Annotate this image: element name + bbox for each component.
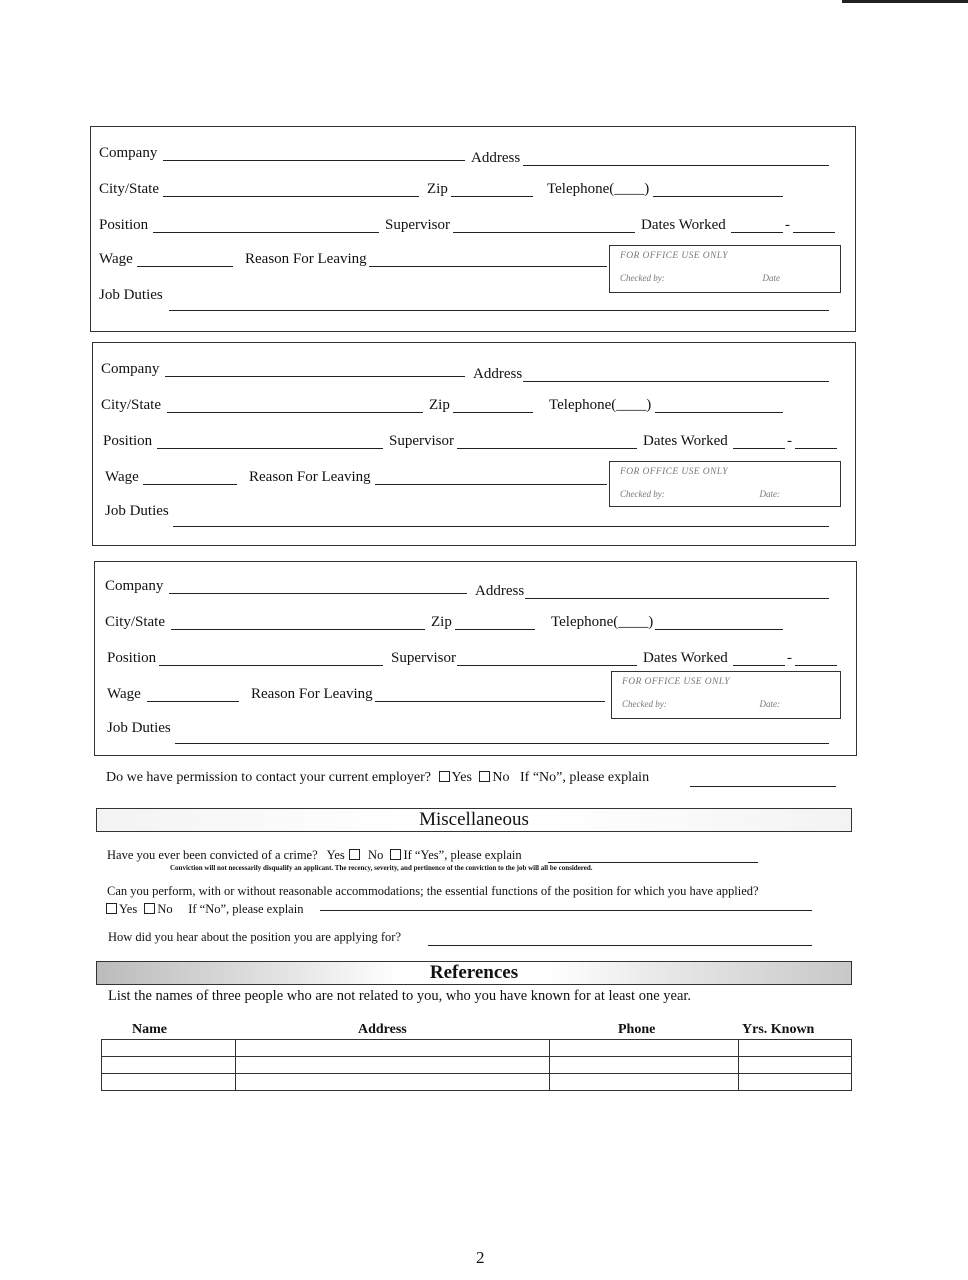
address-label: Address <box>475 583 525 599</box>
dates-from-field[interactable] <box>733 665 785 666</box>
supervisor-label: Supervisor <box>389 433 454 449</box>
perform-answer-row <box>106 902 303 917</box>
ref-col-yrs-known: Yrs. Known <box>742 1022 815 1037</box>
ref-name-cell[interactable] <box>102 1057 236 1074</box>
position-label: Position <box>99 217 149 233</box>
ref-yrs-cell[interactable] <box>739 1040 852 1057</box>
perform-explain-label: If “No”, please explain <box>188 902 304 916</box>
conviction-note: Conviction will not necessarily disqualify an applicant. The recency, severity, and pertinence of the conviction to the job will all be considered. <box>170 864 593 872</box>
references-title: References <box>429 962 519 983</box>
dates-worked-label: Dates Worked <box>641 217 726 233</box>
office-date-label: Date: <box>759 699 780 709</box>
office-checked-label: Checked by: <box>622 699 667 709</box>
crime-explain-field[interactable] <box>548 862 758 863</box>
reason-field[interactable] <box>369 266 607 267</box>
job-duties-field[interactable] <box>175 743 829 744</box>
page-number: 2 <box>476 1248 485 1267</box>
crime-yes-label: Yes <box>326 848 345 862</box>
address-field[interactable] <box>525 598 829 599</box>
company-label: Company <box>99 145 158 161</box>
address-label: Address <box>471 150 521 166</box>
supervisor-field[interactable] <box>457 665 637 666</box>
wage-label: Wage <box>107 686 141 702</box>
hear-answer-field[interactable] <box>428 945 812 946</box>
references-instructions: List the names of three people who are not related to you, who you have known for at least one year. <box>108 988 692 1004</box>
company-label: Company <box>101 361 160 377</box>
crime-question: Have you ever been convicted of a crime? <box>107 848 318 862</box>
permission-yes-checkbox[interactable] <box>439 771 450 782</box>
crime-question-row <box>107 848 522 863</box>
zip-label: Zip <box>427 181 448 197</box>
permission-question-row <box>106 770 649 786</box>
job-duties-field[interactable] <box>169 310 829 311</box>
dates-worked-label: Dates Worked <box>643 433 728 449</box>
perform-question: Can you perform, with or without reasonable accommodations; the essential functions of the position for which you have applied? <box>107 884 759 898</box>
dates-worked-label: Dates Worked <box>643 650 728 666</box>
company-field[interactable] <box>165 376 465 377</box>
company-label: Company <box>105 578 164 594</box>
misc-title: Miscellaneous <box>419 809 529 830</box>
ref-name-cell[interactable] <box>102 1040 236 1057</box>
perform-yes-checkbox[interactable] <box>106 903 117 914</box>
wage-label: Wage <box>105 469 139 485</box>
job-duties-label: Job Duties <box>105 503 169 519</box>
employment-block-1 <box>90 126 856 332</box>
table-row <box>102 1074 852 1091</box>
supervisor-label: Supervisor <box>385 217 450 233</box>
city-state-label: City/State <box>99 181 159 197</box>
reason-label: Reason For Leaving <box>251 686 373 702</box>
table-row <box>102 1040 852 1057</box>
ref-col-address: Address <box>358 1022 407 1037</box>
city-state-field[interactable] <box>163 196 419 197</box>
reason-label: Reason For Leaving <box>249 469 371 485</box>
dates-to-field[interactable] <box>795 448 837 449</box>
company-field[interactable] <box>163 160 465 161</box>
job-duties-label: Job Duties <box>99 287 163 303</box>
office-checked-label: Checked by: <box>620 273 665 283</box>
office-use-title: FOR OFFICE USE ONLY <box>622 677 730 687</box>
crime-no-label: No <box>368 848 384 862</box>
dates-dash: - <box>787 650 792 666</box>
dates-to-field[interactable] <box>795 665 837 666</box>
ref-name-cell[interactable] <box>102 1074 236 1091</box>
dates-dash: - <box>785 217 790 233</box>
zip-field[interactable] <box>451 196 533 197</box>
wage-field[interactable] <box>143 484 237 485</box>
ref-address-cell[interactable] <box>236 1074 550 1091</box>
job-duties-field[interactable] <box>173 526 829 527</box>
address-field[interactable] <box>523 165 829 166</box>
reason-label: Reason For Leaving <box>245 251 367 267</box>
address-label: Address <box>473 366 523 382</box>
permission-explain-field[interactable] <box>690 786 836 787</box>
permission-no-checkbox[interactable] <box>479 771 490 782</box>
permission-explain-label: If “No”, please explain <box>520 770 650 785</box>
ref-phone-cell[interactable] <box>550 1074 739 1091</box>
city-state-field[interactable] <box>171 629 425 630</box>
office-checked-label: Checked by: <box>620 489 665 499</box>
crime-no-checkbox[interactable] <box>390 849 401 860</box>
crime-explain-label: If “Yes”, please explain <box>403 848 522 862</box>
zip-label: Zip <box>431 614 452 630</box>
ref-col-phone: Phone <box>618 1022 656 1037</box>
misc-section-header <box>96 808 852 832</box>
perform-no-label: No <box>157 902 173 916</box>
telephone-field[interactable] <box>655 629 783 630</box>
wage-field[interactable] <box>147 701 239 702</box>
position-label: Position <box>107 650 157 666</box>
ref-phone-cell[interactable] <box>550 1040 739 1057</box>
office-date-label: Date <box>762 273 780 283</box>
position-field[interactable] <box>153 232 379 233</box>
permission-yes-label: Yes <box>451 770 472 785</box>
perform-explain-field[interactable] <box>320 910 812 911</box>
hear-question: How did you hear about the position you are applying for? <box>108 930 401 944</box>
office-use-box <box>611 671 841 719</box>
employment-block-2 <box>92 342 856 546</box>
telephone-label: Telephone(____) <box>549 397 652 413</box>
supervisor-field[interactable] <box>453 232 635 233</box>
reason-field[interactable] <box>375 701 605 702</box>
dates-dash: - <box>787 433 792 449</box>
office-date-label: Date: <box>759 489 780 499</box>
permission-no-label: No <box>492 770 510 785</box>
wage-label: Wage <box>99 251 133 267</box>
address-field[interactable] <box>523 381 829 382</box>
city-state-label: City/State <box>105 614 165 630</box>
ref-yrs-cell[interactable] <box>739 1057 852 1074</box>
ref-yrs-cell[interactable] <box>739 1074 852 1091</box>
ref-phone-cell[interactable] <box>550 1057 739 1074</box>
ref-address-cell[interactable] <box>236 1040 550 1057</box>
city-state-label: City/State <box>101 397 161 413</box>
ref-col-name: Name <box>132 1022 167 1037</box>
job-duties-label: Job Duties <box>107 720 171 736</box>
zip-label: Zip <box>429 397 450 413</box>
supervisor-label: Supervisor <box>391 650 456 666</box>
office-use-title: FOR OFFICE USE ONLY <box>620 467 728 477</box>
telephone-field[interactable] <box>655 412 783 413</box>
references-section-header <box>96 961 852 985</box>
employment-block-3 <box>94 561 857 756</box>
perform-no-checkbox[interactable] <box>144 903 155 914</box>
telephone-field[interactable] <box>653 196 783 197</box>
zip-field[interactable] <box>453 412 533 413</box>
office-use-title: FOR OFFICE USE ONLY <box>620 251 728 261</box>
telephone-label: Telephone(____) <box>551 614 654 630</box>
crime-yes-checkbox[interactable] <box>349 849 360 860</box>
supervisor-field[interactable] <box>457 448 637 449</box>
position-field[interactable] <box>157 448 383 449</box>
dates-from-field[interactable] <box>731 232 783 233</box>
ref-address-cell[interactable] <box>236 1057 550 1074</box>
telephone-label: Telephone(____) <box>547 181 650 197</box>
perform-yes-label: Yes <box>119 902 138 916</box>
company-field[interactable] <box>169 593 467 594</box>
city-state-field[interactable] <box>167 412 423 413</box>
permission-question: Do we have permission to contact your current employer? <box>106 770 432 785</box>
reason-field[interactable] <box>375 484 607 485</box>
references-table <box>101 1039 852 1091</box>
dates-to-field[interactable] <box>793 232 835 233</box>
position-label: Position <box>103 433 153 449</box>
dates-from-field[interactable] <box>733 448 785 449</box>
wage-field[interactable] <box>137 266 233 267</box>
table-row <box>102 1057 852 1074</box>
zip-field[interactable] <box>455 629 535 630</box>
position-field[interactable] <box>159 665 383 666</box>
scan-edge-mark <box>842 0 968 3</box>
